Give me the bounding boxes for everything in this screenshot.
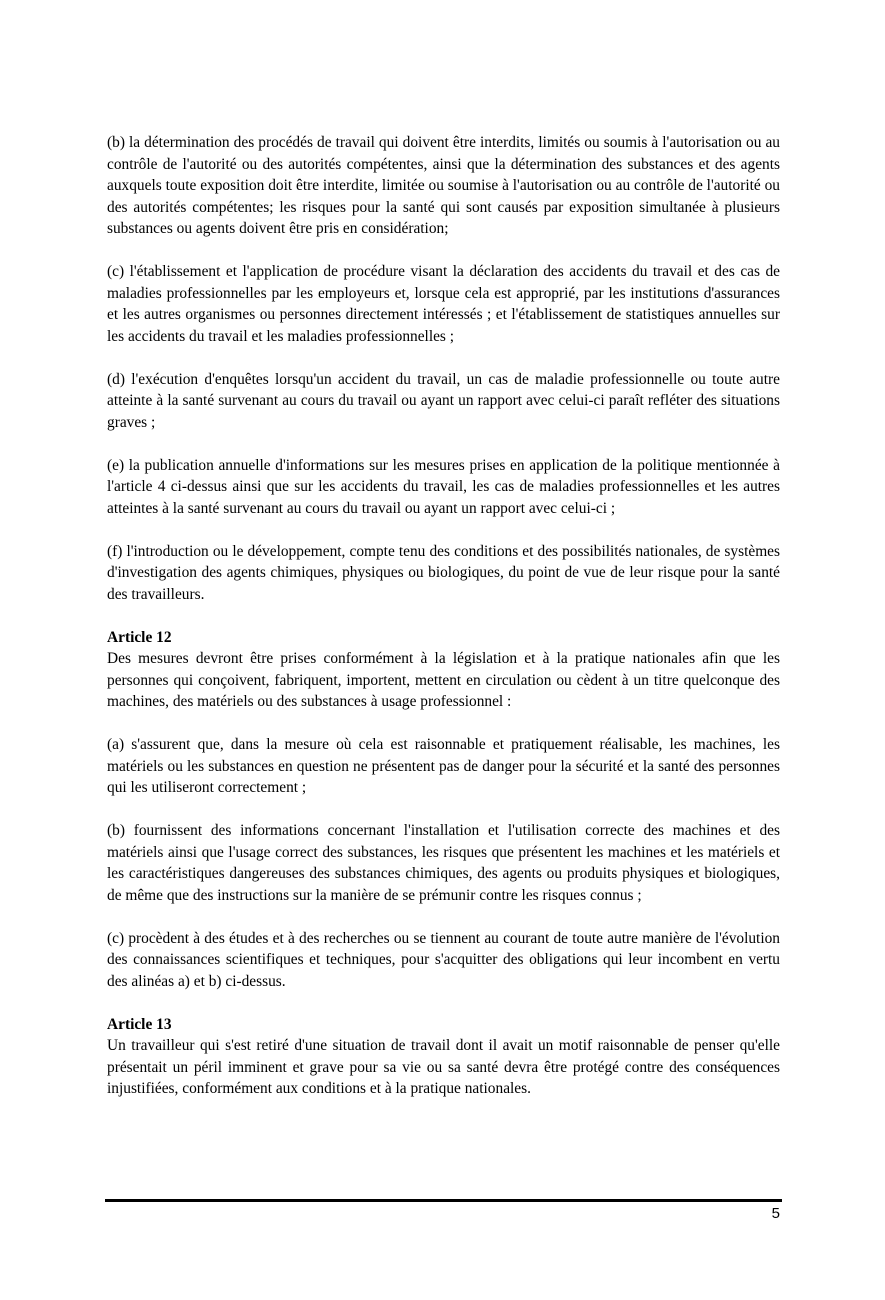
paragraph-b: (b) la détermination des procédés de travail qui doivent être interdits, limités ou soumis à l'autorisation ou au contrôle de l'autorité ou des autorités compétentes, ainsi que la détermination des substances et des agents auxquels toute exposition doit être interdite, limitée ou soumise à l'autorisation ou au contrôle de l'autorité ou des autorités compétentes; les risques pour la santé qui sont causés par exposition simultanée à plusieurs substances ou agents doivent être pris en considération; [107,134,780,237]
article-12-item-c: (c) procèdent à des études et à des recherches ou se tiennent au courant de toute autre manière de l'évolution des connaissances scientifiques et techniques, pour s'acquitter des obligations qui leur incombent en vertu des alinéas a) et b) ci-dessus. [107,929,780,990]
article-13-heading: Article 13 [107,1015,172,1033]
article-13-body: Un travailleur qui s'est retiré d'une situation de travail dont il avait un motif raisonnable de penser qu'elle présentait un péril imminent et grave pour sa vie ou sa santé devra être protégé contre des conséquences injustifiées, conformément aux conditions et à la pratique nationales. [107,1037,780,1097]
paragraph-c: (c) l'établissement et l'application de procédure visant la déclaration des accidents du travail et des cas de maladies professionnelles par les employeurs et, lorsque cela est approprié, par les institutions d'assurances et les autres organismes ou personnes directement intéressés ; et l'établissement de statistiques annuelles sur les accidents du travail et les maladies professionnelles ; [107,263,780,345]
paragraph-d: (d) l'exécution d'enquêtes lorsqu'un accident du travail, un cas de maladie professionnelle ou toute autre atteinte à la santé survenant au cours du travail ou ayant un rapport avec celui-ci paraît refléter des situations graves ; [107,370,780,431]
article-12-intro: Des mesures devront être prises conformément à la législation et à la pratique nationales afin que les personnes qui conçoivent, fabriquent, importent, mettent en circulation ou cèdent à un titre quelconque des machines, des matériels ou des substances à usage professionnel : [107,650,780,710]
article-12-section [107,627,780,993]
paragraph-f: (f) l'introduction ou le développement, compte tenu des conditions et des possibilités nationales, de systèmes d'investigation des agents chimiques, physiques ou biologiques, du point de vue de leur risque pour la santé des travailleurs. [107,542,780,603]
article-12-item-b: (b) fournissent des informations concernant l'installation et l'utilisation correcte des machines et des matériels ainsi que l'usage correct des substances, les risques que présentent les machines et les matériels et les caractéristiques dangereuses des substances chimiques, des agents ou produits physiques et biologiques, de même que des instructions sur la manière de se prémunir contre les risques connus ; [107,822,780,904]
page-number: 5 [771,1205,780,1222]
document-body [107,132,780,1121]
article-12-item-a: (a) s'assurent que, dans la mesure où cela est raisonnable et pratiquement réalisable, les machines, les matériels ou les substances en question ne présentent pas de danger pour la sécurité et la santé des personnes qui les utiliseront correctement ; [107,736,780,796]
footer-divider [105,1199,782,1202]
article-12-heading: Article 12 [107,628,172,646]
paragraph-e: (e) la publication annuelle d'informations sur les mesures prises en application de la politique mentionnée à l'article 4 ci-dessus ainsi que sur les accidents du travail, les cas de maladies professionnelles et les autres atteintes à la santé survenant au cours du travail ou ayant un rapport avec celui-ci ; [107,456,780,517]
article-13-section [107,1014,780,1100]
